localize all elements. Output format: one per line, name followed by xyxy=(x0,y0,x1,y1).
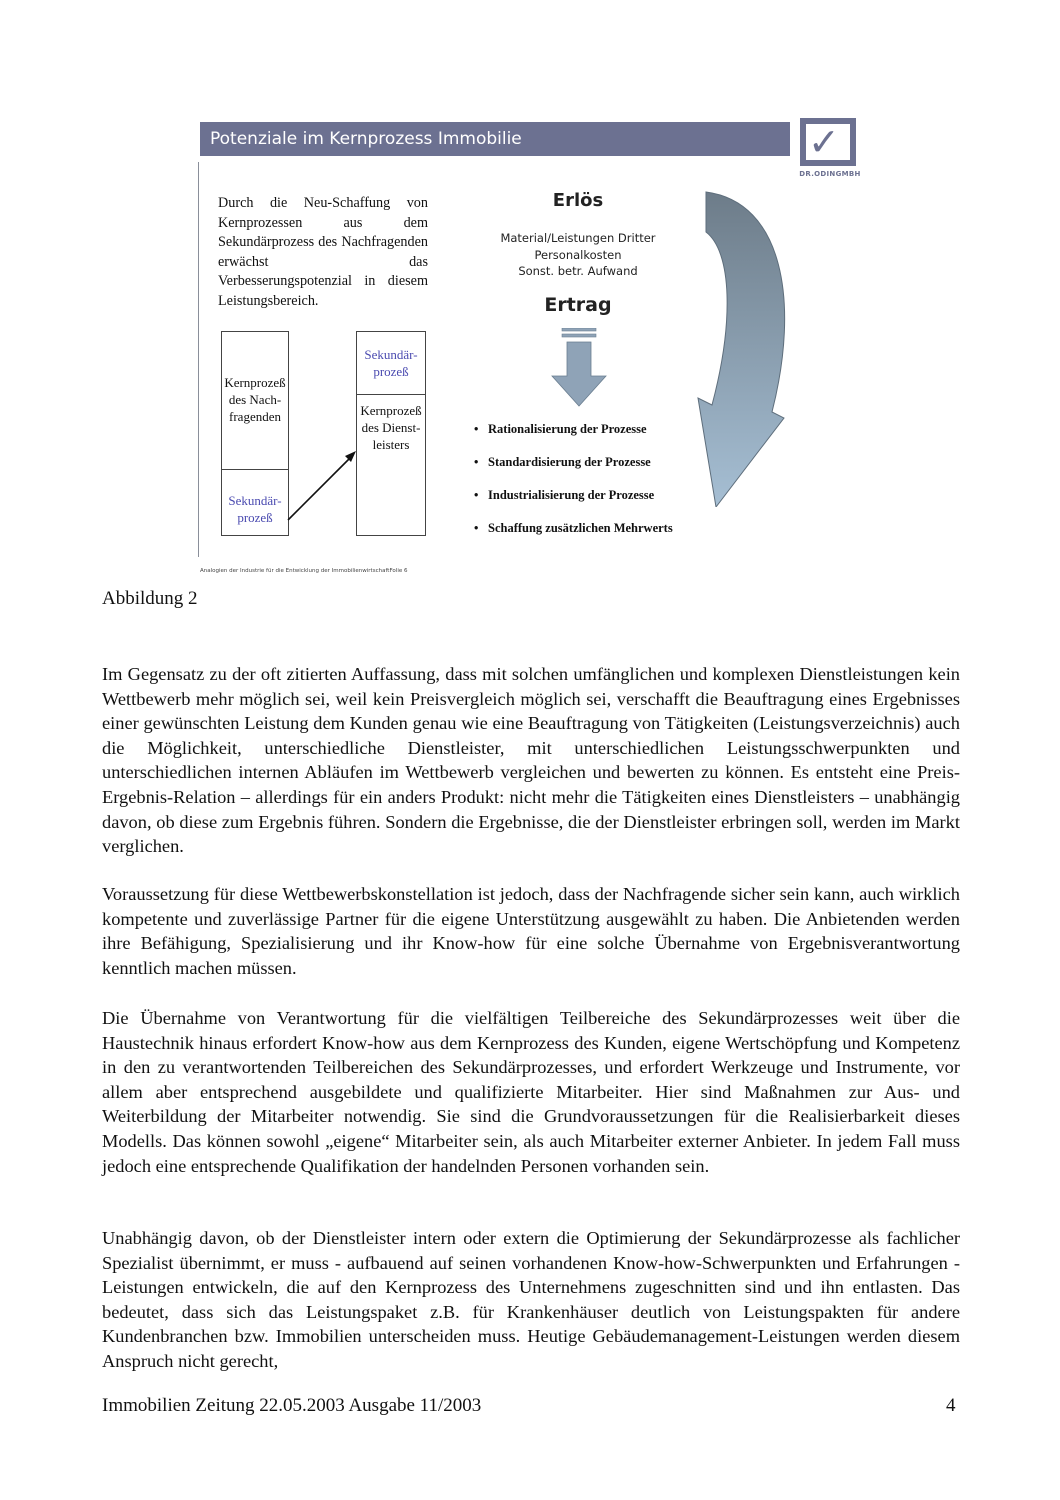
slide-border-line xyxy=(198,162,199,557)
down-arrow-icon xyxy=(540,328,620,408)
list-item: • Industrialisierung der Prozesse xyxy=(474,488,655,502)
paragraph: Unabhängig davon, ob der Dienstleister intern oder extern die Optimierung der Sekundärprozesse als fachlicher Spezialist übernimmt, er muss - aufbauend auf seinen vorhandenen Know-how-Schwerpunkten und Erfahrungen - Leistungen entwickeln, die auf den Kernprozess des Unternehmens zugeschnitten sind und ihn entlasten. Das bedeutet, dass sich das Leistungspaket z.B. für Krankenhäuser deutlich von Leistungspakten für andere Kundenbranchen bzw. Immobilien unterscheiden muss. Heutige Gebäudemanagement-Leistungen werden diesem Anspruch nicht gerecht, xyxy=(102,1228,960,1371)
ertrag-label: Ertrag xyxy=(544,294,612,316)
transfer-arrow-icon xyxy=(283,445,373,525)
checkmark-icon: ✓ xyxy=(808,120,840,164)
list-item: • Standardisierung der Prozesse xyxy=(474,455,651,469)
left-box-bottom-label: Sekundär-prozeß xyxy=(228,493,282,525)
intro-text: Durch die Neu-Schaffung von Kernprozessen aus dem Sekundärprozess des Nachfragenden erwächst das Verbesserungspotenzial in diesem Leistungsbereich. xyxy=(218,195,428,309)
left-process-box xyxy=(221,331,289,536)
slide-title: Potenziale im Kernprozess Immobilie xyxy=(200,122,790,156)
cost-item: Personalkosten xyxy=(534,247,622,262)
figure-caption: Abbildung 2 xyxy=(102,588,198,609)
left-box-top-label: Kernprozeß des Nach-fragenden xyxy=(224,375,286,424)
footer-source: Immobilien Zeitung 22.05.2003 Ausgabe 11/2003 xyxy=(102,1395,482,1416)
slide-figure xyxy=(198,110,868,580)
cost-list xyxy=(478,230,678,280)
page-number: 4 xyxy=(946,1395,956,1416)
cost-item: Material/Leistungen Dritter xyxy=(500,231,656,245)
left-box-divider xyxy=(222,469,288,470)
cost-item: Sonst. betr. Aufwand xyxy=(518,264,638,278)
paragraph: Voraussetzung für diese Wettbewerbskonstellation ist jedoch, dass der Nachfragende sicher sein kann, auch wirklich kompetente und zuverlässige Partner für die eigene Unterstützung ausgewählt zu haben. Die Anbietenden werden ihre Befähigung, Spezialisierung und ihr Know-how für eine solche Übernahme von Ergebnisverantwortung kenntlich machen müssen. xyxy=(102,884,960,978)
list-item: • Schaffung zusätzlichen Mehrwerts xyxy=(474,521,673,535)
right-box-divider xyxy=(357,394,425,395)
erloes-label: Erlös xyxy=(552,190,604,211)
right-box-bottom-label: Kernprozeß des Dienst-leisters xyxy=(360,403,422,452)
list-item: • Rationalisierung der Prozesse xyxy=(474,422,647,436)
paragraph: Im Gegensatz zu der oft zitierten Auffassung, dass mit solchen umfänglichen und komplexen Dienstleistungen kein Wettbewerb mehr möglich sei, weil kein Preisvergleich möglich sei, verschafft die Beauftragung eines Ergebnisses einer gewünschten Leistung dem Kunden genau wie eine Beauftragung von Tätigkeiten (Leistungsverzeichnis) auch die Möglichkeit, unterschiedliche Dienstleister, mit unterschiedlichen Leistungsschwerpunkten und unterschiedlichen internen Abläufen im Wettbewerb vergleichen und bewerten zu können. Es entsteht eine Preis-Ergebnis-Relation – allerdings für ein anders Produkt: nicht mehr die Tätigkeiten eines Dienstleisters – unabhängig davon, ob diese zum Ergebnis führen. Sondern die Ergebnisse, die der Dienstleister erbringen soll, werden im Markt verglichen. xyxy=(102,664,960,857)
paragraph: Die Übernahme von Verantwortung für die vielfältigen Teilbereiche des Sekundärprozesses weit über die Haustechnik hinaus erfordert Know-how aus dem Kernprozess des Kunden, eigene Wertschöpfung und Kompetenz in den zu verantwortenden Teilbereichen des Sekundärprozesses, und erfordert Werkzeuge und Instrumente, vor allem aber entsprechend ausgebildete und qualifizierte Mitarbeiter. Hier sind Maßnahmen zur Aus- und Weiterbildung der Mitarbeiter notwendig. Sie sind die Grundvoraussetzungen für die Realisierbarkeit dieses Modells. Das können sowohl „eigene“ Mitarbeiter sein, als auch Mitarbeiter externer Anbieter. In jedem Fall muss jedoch eine entsprechende Qualifikation der handelnden Personen vorhanden sein. xyxy=(102,1008,960,1176)
slide-footnote: Analogien der Industrie für die Entwicklung der ImmobilienwirtschaftFolie 6 xyxy=(200,568,408,574)
logo-text: DR.ODINGMBH xyxy=(799,170,861,178)
right-box-top-label: Sekundär-prozeß xyxy=(364,347,418,379)
improvement-list xyxy=(474,417,734,549)
